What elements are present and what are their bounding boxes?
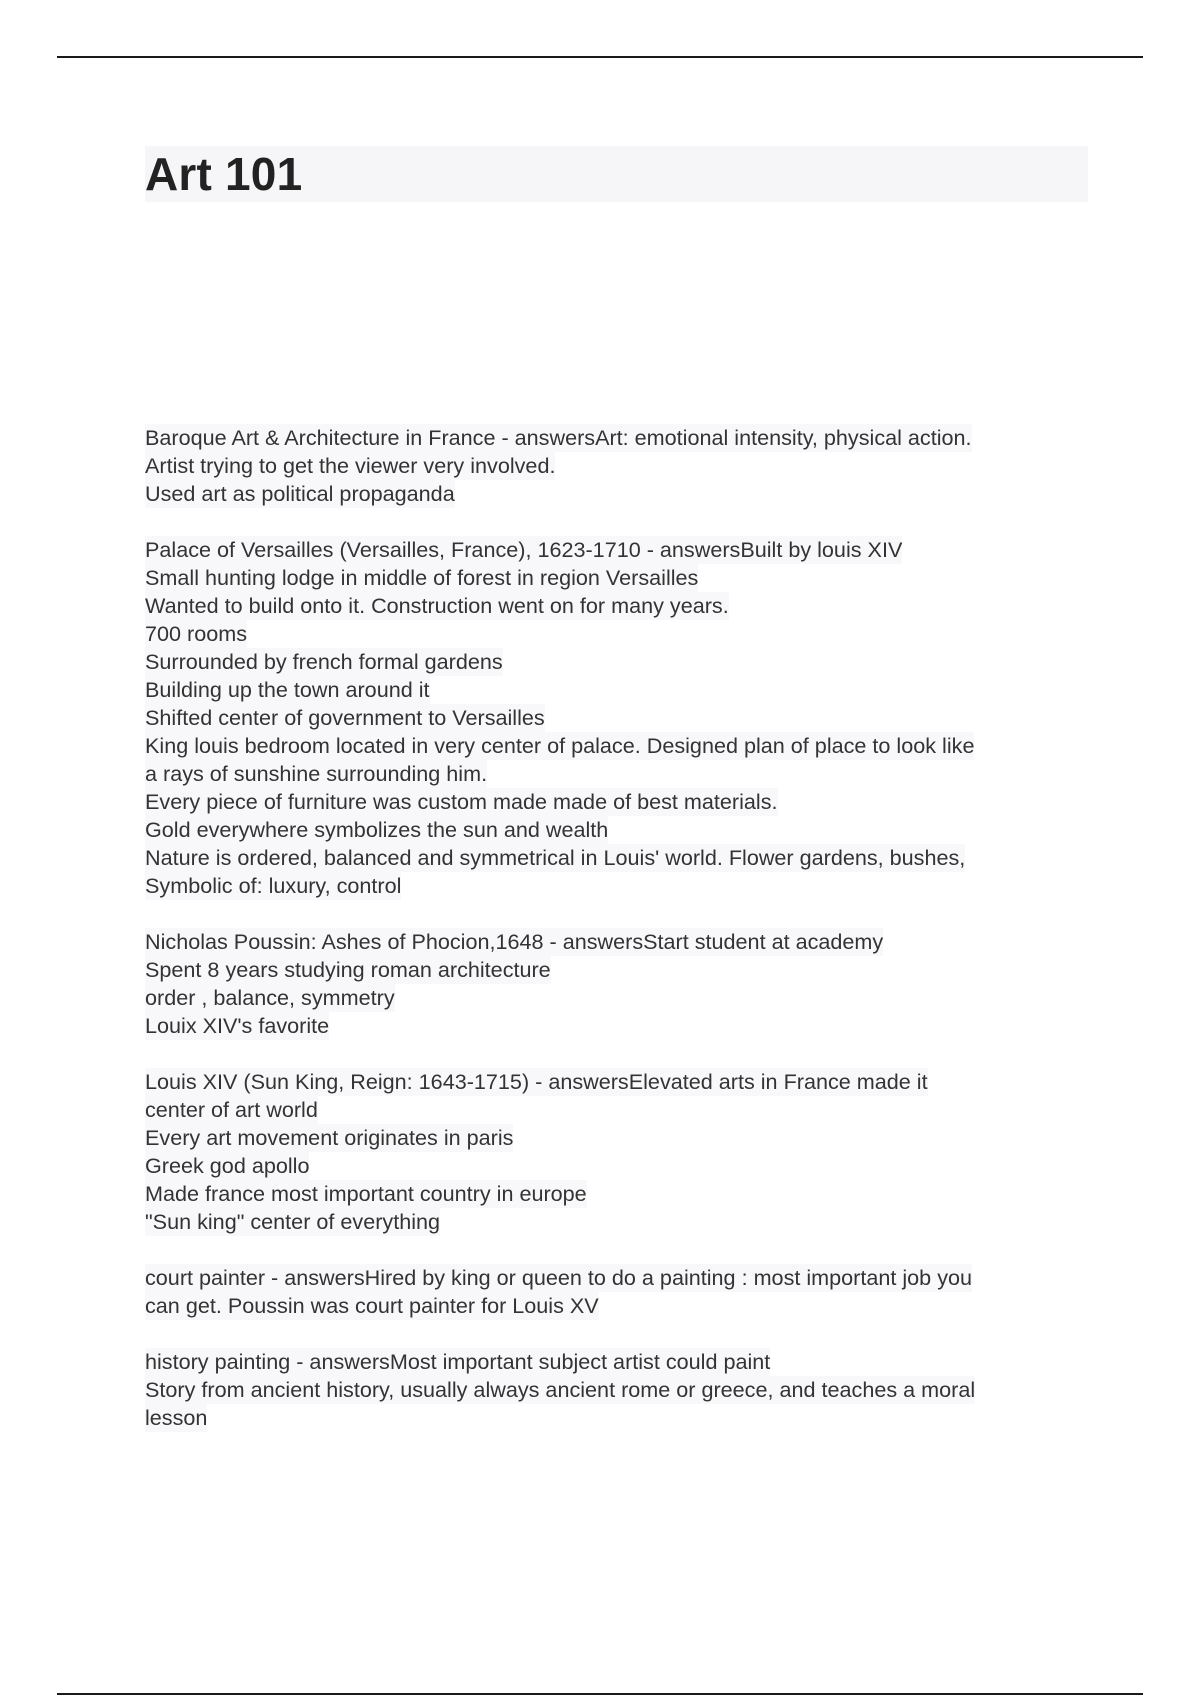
text-line: can get. Poussin was court painter for Louis XV bbox=[145, 1293, 599, 1318]
text-line: Made france most important country in europe bbox=[145, 1181, 587, 1206]
text-line: a rays of sunshine surrounding him. bbox=[145, 761, 488, 786]
entry-history-painting bbox=[145, 1348, 1090, 1432]
document-title: Art 101 bbox=[145, 148, 303, 200]
text-line: 700 rooms bbox=[145, 621, 248, 646]
text-line: "Sun king" center of everything bbox=[145, 1209, 441, 1234]
text-line: Surrounded by french formal gardens bbox=[145, 649, 503, 674]
entry-baroque-art bbox=[145, 424, 1090, 508]
text-line: Nature is ordered, balanced and symmetrical in Louis' world. Flower gardens, bushes, bbox=[145, 845, 966, 870]
text-line: Artist trying to get the viewer very involved. bbox=[145, 453, 556, 478]
text-line: Shifted center of government to Versailles bbox=[145, 705, 545, 730]
text-line: order , balance, symmetry bbox=[145, 985, 395, 1010]
text-line: Story from ancient history, usually always ancient rome or greece, and teaches a moral bbox=[145, 1377, 976, 1402]
text-line: history painting - answersMost important subject artist could paint bbox=[145, 1349, 771, 1374]
text-line: Baroque Art & Architecture in France - answersArt: emotional intensity, physical action. bbox=[145, 425, 972, 450]
text-line: Spent 8 years studying roman architecture bbox=[145, 957, 551, 982]
text-line: court painter - answersHired by king or queen to do a painting : most important job you bbox=[145, 1265, 973, 1290]
text-line: Louis XIV (Sun King, Reign: 1643-1715) - answersElevated arts in France made it bbox=[145, 1069, 928, 1094]
text-line: Louix XIV's favorite bbox=[145, 1013, 330, 1038]
entry-court-painter bbox=[145, 1264, 1090, 1320]
text-line: Used art as political propaganda bbox=[145, 481, 455, 506]
entry-nicholas-poussin bbox=[145, 928, 1090, 1040]
text-line: center of art world bbox=[145, 1097, 318, 1122]
text-line: Greek god apollo bbox=[145, 1153, 310, 1178]
text-line: lesson bbox=[145, 1405, 208, 1430]
text-line: Symbolic of: luxury, control bbox=[145, 873, 402, 898]
text-line: Nicholas Poussin: Ashes of Phocion,1648 - answersStart student at academy bbox=[145, 929, 884, 954]
entry-louis-xiv bbox=[145, 1068, 1090, 1236]
top-rule bbox=[57, 56, 1143, 58]
text-line: Every art movement originates in paris bbox=[145, 1125, 514, 1150]
text-line: King louis bedroom located in very center of palace. Designed plan of place to look like bbox=[145, 733, 975, 758]
text-line: Wanted to build onto it. Construction went on for many years. bbox=[145, 593, 729, 618]
entry-palace-of-versailles bbox=[145, 536, 1090, 900]
text-line: Building up the town around it bbox=[145, 677, 430, 702]
text-line: Small hunting lodge in middle of forest in region Versailles bbox=[145, 565, 699, 590]
text-line: Gold everywhere symbolizes the sun and wealth bbox=[145, 817, 609, 842]
text-line: Every piece of furniture was custom made made of best materials. bbox=[145, 789, 778, 814]
document-body bbox=[145, 424, 1090, 1460]
bottom-rule bbox=[57, 1693, 1143, 1695]
text-line: Palace of Versailles (Versailles, France), 1623-1710 - answersBuilt by louis XIV bbox=[145, 537, 903, 562]
